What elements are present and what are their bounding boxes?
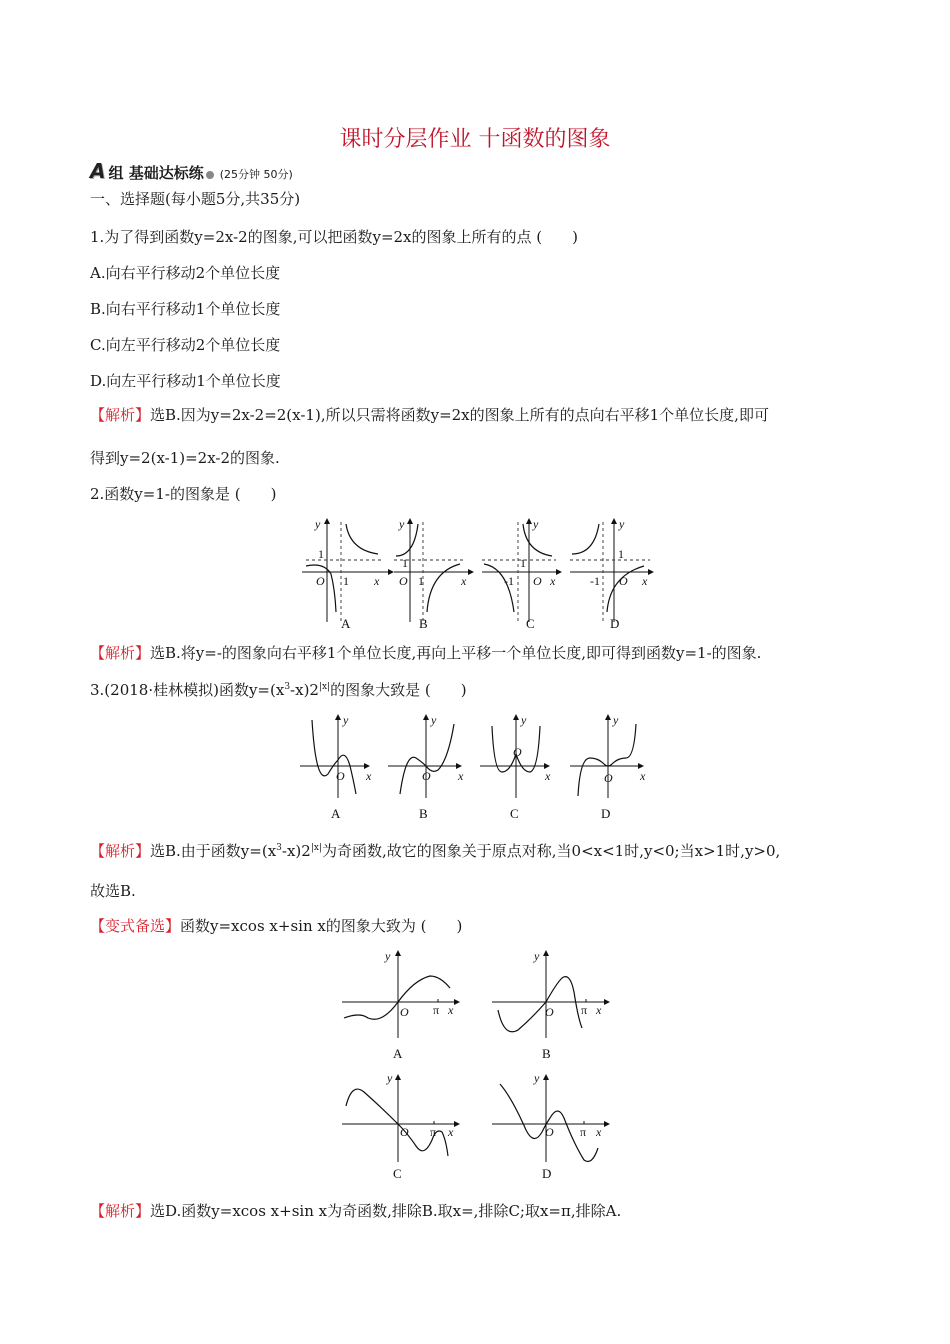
- q3-graph-b: [388, 713, 464, 821]
- q3-analysis-sup2: |x|: [310, 843, 322, 853]
- graph-label: D: [610, 616, 620, 631]
- graph-label: C: [526, 616, 535, 631]
- q3-stem-c: 的图象大致是 ( ): [330, 681, 467, 699]
- q3-stem-b: -x)2: [290, 681, 319, 699]
- axis-origin: O: [336, 769, 345, 783]
- section-heading: 一、选择题(每小题5分,共35分): [90, 190, 301, 208]
- graph-label: B: [542, 1046, 551, 1061]
- graph-label: D: [601, 806, 611, 821]
- q3-stem-sup: 3: [284, 682, 291, 692]
- axis-origin: O: [316, 574, 325, 588]
- graph-label: B: [419, 616, 428, 631]
- group-logo: A: [90, 159, 106, 183]
- graph-label: A: [393, 1046, 403, 1061]
- variant-tag: 【变式备选】: [90, 917, 181, 935]
- axis-origin: O: [399, 574, 408, 588]
- axis-y: y: [534, 949, 540, 963]
- analysis-tag: 【解析】: [90, 644, 151, 662]
- axis-pi: π: [430, 1125, 437, 1139]
- analysis-tag: 【解析】: [90, 1202, 151, 1220]
- axis-origin: O: [422, 769, 431, 783]
- axis-one: 1: [618, 547, 624, 561]
- q2-graph-c: [482, 517, 562, 631]
- variant-graph-a: [342, 949, 460, 1061]
- q2-graph-d: [570, 517, 654, 631]
- axis-x: x: [366, 769, 372, 783]
- variant-analysis: [90, 1200, 621, 1221]
- q2-graph-a: [302, 517, 394, 631]
- q3-graph-c: [480, 713, 551, 821]
- axis-y: y: [343, 713, 349, 727]
- axis-x: x: [596, 1125, 602, 1139]
- graph-label: D: [542, 1166, 552, 1181]
- q1-option-c: C.向左平行移动2个单位长度: [90, 336, 281, 354]
- axis-x: x: [642, 574, 648, 588]
- q2-graph-b: [394, 517, 474, 631]
- axis-y: y: [613, 713, 619, 727]
- q3-graphs: [298, 712, 658, 824]
- q3-analysis-a: 选B.由于函数y=(x: [150, 842, 277, 860]
- axis-y: y: [521, 713, 527, 727]
- axis-pi: π: [433, 1003, 440, 1017]
- axis-origin: O: [400, 1005, 409, 1019]
- q3-stem-a: 3.(2018·桂林模拟)函数y=(x: [90, 681, 285, 699]
- axis-origin: O: [545, 1125, 554, 1139]
- q3-analysis: [90, 840, 780, 861]
- axis-origin: O: [533, 574, 542, 588]
- variant-stem: [90, 915, 462, 936]
- q3-stem: [90, 679, 467, 700]
- q3-analysis-cont: 故选B.: [90, 882, 136, 900]
- graph-label: B: [419, 806, 428, 821]
- axis-x: x: [550, 574, 556, 588]
- variant-graphs: [338, 948, 618, 1188]
- axis-origin: O: [513, 745, 522, 759]
- axis-x: x: [596, 1003, 602, 1017]
- axis-x: x: [461, 574, 467, 588]
- axis-x: x: [640, 769, 646, 783]
- group-name: 组 基础达标练: [108, 164, 204, 182]
- variant-analysis-text: 选D.函数y=xcos x+sin x为奇函数,排除B.取x=,排除C;取x=π,排除A.: [150, 1202, 622, 1220]
- axis-neg-one: -1: [590, 574, 600, 588]
- axis-y: y: [619, 517, 625, 531]
- axis-pi: π: [581, 1003, 588, 1017]
- axis-one: 1: [318, 547, 324, 561]
- axis-x: x: [458, 769, 464, 783]
- axis-one: 1: [520, 556, 526, 570]
- q1-option-b: B.向右平行移动1个单位长度: [90, 300, 281, 318]
- analysis-tag: 【解析】: [90, 406, 151, 424]
- analysis-tag: 【解析】: [90, 842, 151, 860]
- q3-graph-d: [570, 713, 646, 821]
- variant-stem-text: 函数y=xcos x+sin x的图象大致为 ( ): [180, 917, 463, 935]
- q2-analysis: [90, 642, 761, 663]
- q1-analysis-cont: 得到y=2(x-1)=2x-2的图象.: [90, 449, 280, 467]
- group-header: [90, 159, 293, 183]
- graph-label: A: [341, 616, 351, 631]
- variant-graph-c: [342, 1071, 460, 1181]
- graph-label: C: [393, 1166, 402, 1181]
- axis-pi: π: [580, 1125, 587, 1139]
- page-title: 课时分层作业 十函数的图象: [339, 127, 611, 152]
- q3-analysis-sup: 3: [276, 843, 282, 853]
- q1-analysis: [90, 404, 769, 425]
- variant-graph-b: [492, 949, 610, 1061]
- axis-one: 1: [343, 574, 349, 588]
- axis-one: 1: [402, 556, 408, 570]
- q2-stem: 2.函数y=1-的图象是 ( ): [90, 485, 277, 503]
- variant-graph-d: [492, 1071, 610, 1181]
- axis-y: y: [385, 949, 391, 963]
- axis-x: x: [374, 574, 380, 588]
- q3-stem-sup2: |x|: [318, 682, 331, 692]
- axis-x: x: [448, 1125, 454, 1139]
- dot-icon: [206, 171, 214, 179]
- q1-stem: 1.为了得到函数y=2x-2的图象,可以把函数y=2x的图象上所有的点 ( ): [90, 228, 578, 246]
- axis-y: y: [399, 517, 405, 531]
- q3-graph-a: [300, 713, 372, 821]
- q1-analysis-text: 选B.因为y=2x-2=2(x-1),所以只需将函数y=2x的图象上所有的点向右平移1个单位长度,即可: [150, 406, 769, 424]
- axis-origin: O: [604, 771, 613, 785]
- axis-origin: O: [619, 574, 628, 588]
- graph-label: C: [510, 806, 519, 821]
- group-time-score: (25分钟 50分): [219, 168, 293, 181]
- axis-origin: O: [545, 1005, 554, 1019]
- axis-neg-one: -1: [504, 574, 514, 588]
- graph-label: A: [331, 806, 341, 821]
- axis-y: y: [387, 1071, 393, 1085]
- axis-y: y: [534, 1071, 540, 1085]
- q3-analysis-b: -x)2: [281, 842, 311, 860]
- q3-analysis-c: 为奇函数,故它的图象关于原点对称,当0<x<1时,y<0;当x>1时,y>0,: [321, 842, 781, 860]
- q2-analysis-text: 选B.将y=-的图象向右平移1个单位长度,再向上平移一个单位长度,即可得到函数y=1-的图象.: [150, 644, 762, 662]
- axis-y: y: [315, 517, 321, 531]
- q2-graphs: [298, 516, 658, 634]
- axis-x: x: [545, 769, 551, 783]
- axis-one: 1: [418, 574, 424, 588]
- axis-y: y: [431, 713, 437, 727]
- q1-option-a: A.向右平行移动2个单位长度: [90, 264, 281, 282]
- q1-option-d: D.向左平行移动1个单位长度: [90, 372, 281, 390]
- axis-y: y: [533, 517, 539, 531]
- axis-x: x: [448, 1003, 454, 1017]
- axis-origin: O: [400, 1125, 409, 1139]
